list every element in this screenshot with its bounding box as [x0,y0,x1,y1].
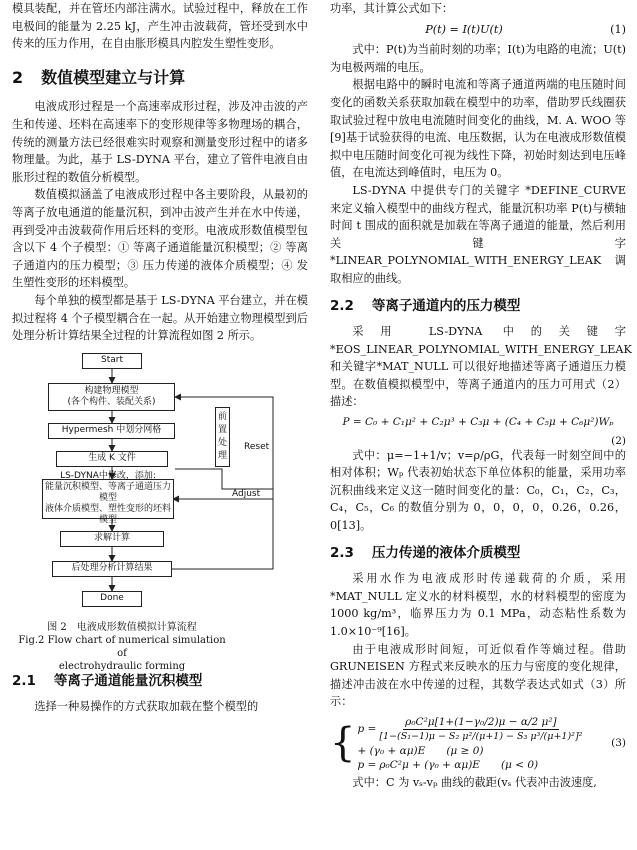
paragraph: 采用水作为电液成形时传递载荷的介质，采用*MAT_NULL 定义水的材料模型，水的材料模型的密度为 1000 kg/m³，临界压力为 0.1 MPa，动态粘性系数为 1.0×10⁻⁹[16]。 [330,572,626,638]
equation-line: + (γ₀ + αμ)E (μ ≥ 0) [357,744,484,757]
section-number: 2.2 [330,297,354,314]
paragraph: 式中：μ=−1+1/v；v=ρ/ρG，代表每一时刻空间中的相对体积；Wₚ 代表初始状态下单位体积的能量，采用功率沉积曲线来定义这一随时间变化的量：C₀，C₁，C₂，C₃，C₄，C₅，C₆ 的数值分别为 0，0，0，0，0.26，0.26，0[13]。 [330,448,626,533]
flow-start: Start [82,353,142,369]
flow-text: (各个构件、装配关系) [67,396,156,407]
equation-1 [330,21,626,39]
section-number: 2.1 [12,672,36,689]
equation-number: (2) [611,434,626,447]
paragraph: 由于电液成形时间短，可近似看作等熵过程。借助 GRUNEISEN 方程式来反映水的压力与密度的变化规律，描述冲击波在水中传递的过程，其数学表达式如式（3）所示： [330,642,626,709]
fraction [379,715,582,744]
flow-text: LS-DYNA中修改，添加: [60,471,156,482]
brace: { [330,720,356,767]
left-column [12,0,308,716]
section-title: 等离子通道内的压力模型 [371,297,521,314]
flow-text: 液体介质模型、塑性变形的坯料模型 [44,504,171,526]
flow-label-adjust: Adjust [232,488,261,499]
paragraph: 根据电路中的瞬时电流和等离子通道两端的电压随时间变化的函数关系获取加载在模型中的功率，借助罗氏线圈获取试验过程中放电电流随时间变化的曲线，M. A. WOO 等[9]基于试验获得的电流、电压数据，认为在电液成形数值模拟中电压随时间变化可视为线性下降，初始时刻达到电压峰值，在电流达到峰值时，电压为 0。 [330,78,626,180]
paragraph: 式中：P(t)为当前时刻的功率；I(t)为电路的电流；U(t)为电极两端的电压。 [330,43,627,74]
section-title: 等离子通道能量沉积模型 [53,672,203,689]
equation-line: ρ₀C²μ + (γ₀ + αμ)E (μ < 0) [379,758,539,771]
flow-step-lsdyna [42,471,174,526]
paragraph: 采用 LS-DYNA 中的关键字*EOS_LINEAR_POLYNOMIAL_WITH_ENERGY_LEAK 和关键字*MAT_NULL 可以很好地描述等离子通道压力模型。在数值模拟模型中，等离子通道内的压力可用式（2）描述： [330,325,632,409]
equation-2 [330,414,626,432]
equation-body: P = C₀ + C₁μ² + C₂μ³ + C₃μ + (C₄ + C₅μ + C₆μ²)Wₚ [342,416,614,429]
denominator: [1−(S₁−1)μ − S₂ μ²/(μ+1) − S₃ μ³/(μ+1)²]² [379,730,583,742]
caption-cn: 图 2 电液成形数值模拟计算流程 [47,621,197,633]
flow-step-k-file: 生成 K 文件 [56,451,168,467]
paragraph: 选择一种易操作的方式获取加载在整个模型的 [34,700,259,714]
flow-label-reset: Reset [244,441,270,452]
flowchart-figure [12,351,308,681]
intro-paragraph: 模具装配，并在管坯内部注满水。试验过程中，释放在工作电极间的能量为 2.25 kJ，产生冲击波载荷，管坯受到水中传来的压力作用，在自由胀形模具内腔发生塑性变形。 [12,2,308,51]
equation-body: P(t) = I(t)U(t) [425,22,503,36]
section-number: 2.3 [330,544,354,561]
section-title: 数值模型建立与计算 [41,67,186,87]
section-2-2-heading [330,298,626,316]
numerator: ρ₀C²μ[1+(1−γ₀/2)μ − α/2 μ²] [405,715,557,728]
paragraph: 功率，其计算公式如下： [330,2,454,15]
equation-number: (1) [610,22,626,36]
flow-preprocess-box: 前置处理 [215,407,230,467]
flow-text: 构建物理模型 [84,385,139,396]
right-column [330,0,632,792]
paragraph: 数值模拟涵盖了电液成形过程中各主要阶段，从最初的等离子放电通道的能量沉积，到冲击波产生并在水中传递，再到受冲击波载荷作用后坯料的变形。电液成形数值模型包含以下 4 个子模型：① 等离子通道能量沉积模型；② 等离子通道内的压力模型；③ 压力传递的液体介质模型；④ 发生塑性变形的坯料模型。 [12,188,308,290]
equation-3: { p = $\frac{\text{ρ₀C²μ[1+(1−γ₀/2)μ − α/2 μ²]}}{\text{[1−(S₁−1)μ − S₂ μ²/(μ+1) − S₃ μ³/(μ+1)²]²}}$ + (γ₀ + αμ)E (μ ≥ 0) p = ρ₀C²μ + (γ₀ + αμ)E (μ < 0) (3) [330,715,626,771]
caption-en: electrohydraulic forming [58,660,186,672]
equation-number: (3) [611,737,626,750]
flow-done: Done [82,591,142,607]
caption-en: Fig.2 Flow chart of numerical simulation of [18,634,226,659]
flow-step-solve: 求解计算 [60,531,164,547]
adjust-loop-line [172,499,273,569]
paragraph: 每个单独的模型都是基于 LS-DYNA 平台建立，并在模拟过程将 4 个子模型耦合在一起。从开始建立物理模型到后处理分析计算结果全过程的计算流程如图 2 所示。 [12,293,308,343]
paragraph: LS-DYNA 中提供专门的关键字 *DEFINE_CURVE 来定义输入模型中的曲线方程式，能量沉积功率 P(t)与横轴时间 t 围成的面积就是加载在等离子通道的能量，然后利用关键字*LINEAR_POLYNOMIAL_WITH_ENERGY_LEAK 调取相应的曲线。 [330,183,626,285]
flow-step-physical-model [48,383,175,411]
section-2-heading [12,69,308,87]
section-title: 压力传递的液体介质模型 [371,544,521,561]
section-2-3-heading [330,545,626,563]
figure-caption [12,621,232,673]
paragraph: 电液成形过程是一个高速率成形过程，涉及冲击波的产生和传递、坯料在高速率下的变形规律等多物理场的耦合，传统的测量方法已经很难实时观察和测量变形过程中的诸多物理量。为此，基于 LS-DYNA 平台，建立了管件电液自由胀形过程的数值分析模型。 [12,100,308,184]
flow-text: 能量沉积模型、等离子通道压力模型 [44,482,171,504]
flow-step-mesh: Hypermesh 中划分网格 [48,423,175,439]
flow-step-postprocess: 后处理分析计算结果 [52,561,172,577]
section-number: 2 [12,67,24,87]
paragraph: 式中：C 为 vₛ-vₚ 曲线的截距(vₛ 代表冲击波速度, [352,775,597,789]
